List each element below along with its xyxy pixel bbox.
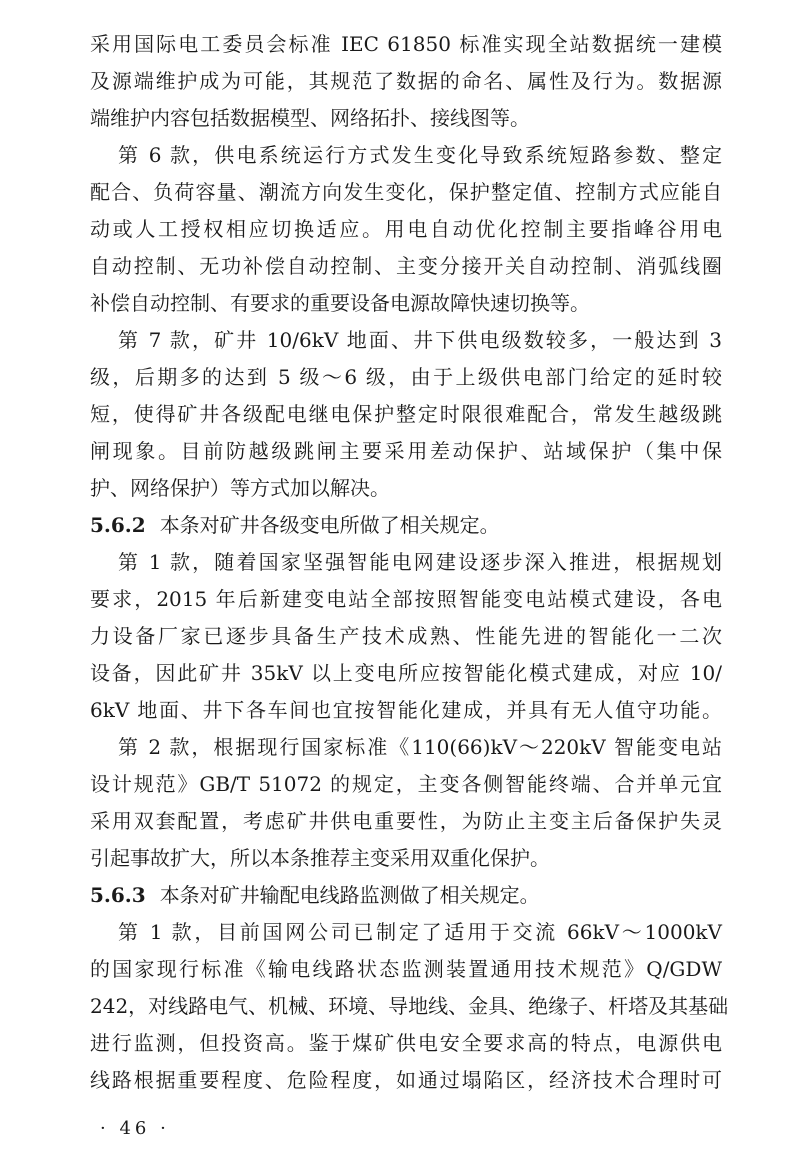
text-line: 采用双套配置，考虑矿井供电重要性，为防止主变主后备保护失灵 [90, 809, 722, 833]
text-line: 设计规范》GB/T 51072 的规定，主变各侧智能终端、合并单元宜 [90, 772, 722, 796]
text-line: 引起事故扩大，所以本条推荐主变采用双重化保护。 [90, 846, 550, 870]
text-line: 第 1 款，目前国网公司已制定了适用于交流 66kV～1000kV [118, 920, 722, 944]
document-body [90, 26, 729, 1099]
text-line: 配合、负荷容量、潮流方向发生变化，保护整定值、控制方式应能自 [90, 180, 722, 204]
text-line: 端维护内容包括数据模型、网络拓扑、接线图等。 [90, 106, 530, 130]
text-line: 第 6 款，供电系统运行方式发生变化导致系统短路参数、整定 [118, 143, 722, 167]
text-line: 第 2 款，根据现行国家标准《110(66)kV～220kV 智能变电站 [118, 735, 722, 759]
text-line: 设备，因此矿井 35kV 以上变电所应按智能化模式建成，对应 10/ [90, 661, 722, 685]
section-text: 本条对矿井各级变电所做了相关规定。 [159, 513, 500, 537]
text-line: 护、网络保护）等方式加以解决。 [90, 476, 390, 500]
text-line: 的国家现行标准《输电线路状态监测装置通用技术规范》Q/GDW [90, 957, 722, 981]
section-heading-5-6-2 [90, 507, 722, 544]
text-line: 第 7 款，矿井 10/6kV 地面、井下供电级数较多，一般达到 3 [118, 328, 722, 352]
section-number: 5.6.2 [90, 513, 146, 537]
text-line: 自动控制、无功补偿自动控制、主变分接开关自动控制、消弧线圈 [90, 254, 722, 278]
text-line: 及源端维护成为可能，其规范了数据的命名、属性及行为。数据源 [90, 69, 722, 93]
section-heading-5-6-3 [90, 877, 722, 914]
text-line: 力设备厂家已逐步具备生产技术成熟、性能先进的智能化一二次 [90, 624, 722, 648]
text-line: 短，使得矿井各级配电继电保护整定时限很难配合，常发生越级跳 [90, 402, 722, 426]
text-line: 闸现象。目前防越级跳闸主要采用差动保护、站域保护（集中保 [90, 439, 722, 463]
text-line: 第 1 款，随着国家坚强智能电网建设逐步深入推进，根据规划 [118, 550, 722, 574]
text-line: 采用国际电工委员会标准 IEC 61850 标准实现全站数据统一建模 [90, 32, 722, 56]
text-line: 动或人工授权相应切换适应。用电自动优化控制主要指峰谷用电 [90, 217, 722, 241]
text-line: 要求，2015 年后新建变电站全部按照智能变电站模式建设，各电 [90, 587, 722, 611]
text-line: 补偿自动控制、有要求的重要设备电源故障快速切换等。 [90, 291, 590, 315]
section-number: 5.6.3 [90, 883, 146, 907]
section-text: 本条对矿井输配电线路监测做了相关规定。 [159, 883, 540, 907]
text-line: 进行监测，但投资高。鉴于煤矿供电安全要求高的特点，电源供电 [90, 1031, 722, 1055]
text-line: 级，后期多的达到 5 级～6 级，由于上级供电部门给定的延时较 [90, 365, 722, 389]
text-line: 线路根据重要程度、危险程度，如通过塌陷区，经济技术合理时可 [90, 1068, 722, 1092]
page-number: · 46 · [100, 1118, 170, 1139]
text-line: 242，对线路电气、机械、环境、导地线、金具、绝缘子、杆塔及其基础 [90, 994, 729, 1018]
text-line: 6kV 地面、井下各车间也宜按智能化建成，并具有无人值守功能。 [90, 698, 722, 722]
